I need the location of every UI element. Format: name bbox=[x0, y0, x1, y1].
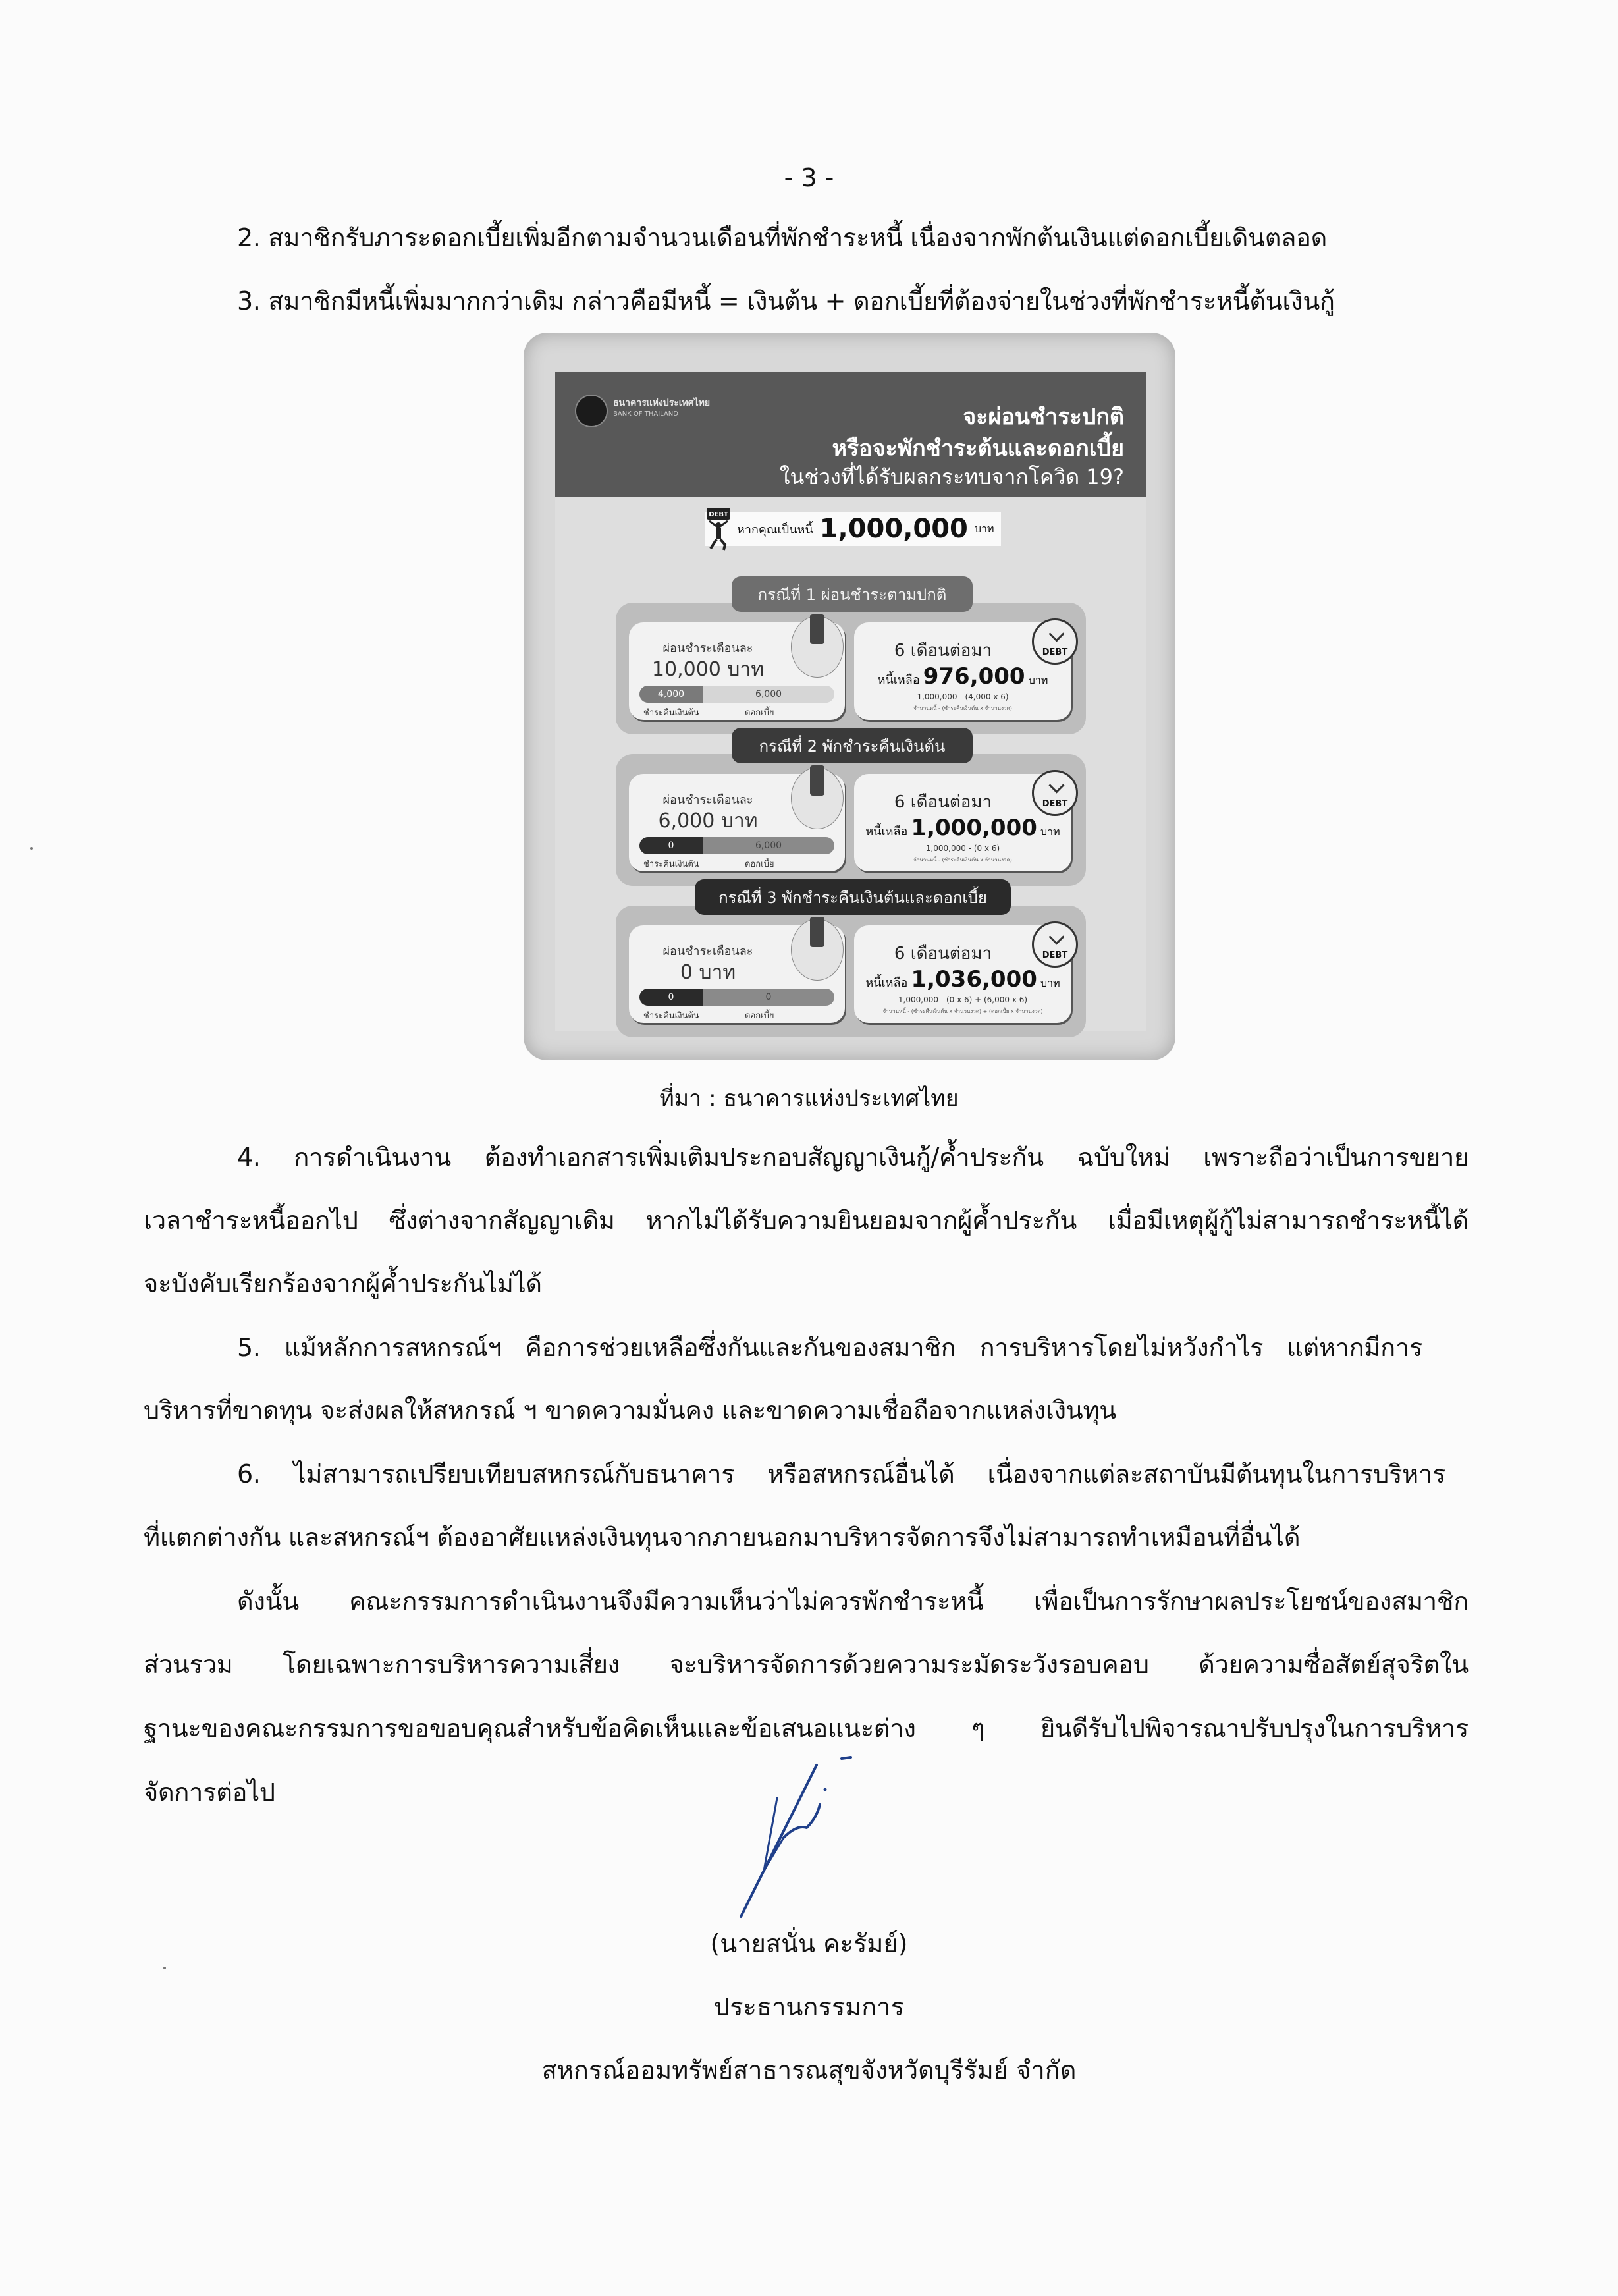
paragraph-item-4-line-1: 4. การดำเนินงาน ต้องทำเอกสารเพิ่มเติมประกอบสัญญาเงินกู้/ค้ำประกัน ฉบับใหม่ เพราะถือว่าเป็นการขยาย bbox=[237, 1143, 1469, 1172]
interest-label: ดอกเบี้ย bbox=[745, 708, 774, 718]
formula-note: จำนวนหนี้ - (ชำระคืนเงินต้น x จำนวนงวด) + (ดอกเบี้ย x จำนวนงวด) bbox=[882, 1008, 1043, 1014]
debt-burden-person-icon bbox=[705, 508, 732, 551]
case-3-banner: กรณีที่ 3 พักชำระคืนเงินต้นและดอกเบี้ย bbox=[695, 879, 1011, 915]
paragraph-item-4-line-2: เวลาชำระหนี้ออกไป ซึ่งต่างจากสัญญาเดิม หากไม่ได้รับความยินยอมจากผู้ค้ำประกัน เมื่อมีเหตุผู้กู้ไม่สามารถชำระหนี้ได้ bbox=[144, 1206, 1469, 1235]
monthly-amount: 10,000 บาท bbox=[651, 658, 765, 681]
infographic-header bbox=[555, 372, 1146, 497]
after-label: 6 เดือนต่อมา bbox=[894, 944, 992, 964]
debt-amount: 1,000,000 bbox=[819, 514, 968, 544]
principal-segment: 4,000 bbox=[639, 686, 703, 703]
hand-with-phone-icon bbox=[791, 919, 844, 981]
paragraph-item-6-line-2: ที่แตกต่างกัน และสหกรณ์ฯ ต้องอาศัยแหล่งเงินทุนจากภายนอกมาบริหารจัดการจึงไม่สามารถทำเหมือนที่อื่นได้ bbox=[144, 1523, 1301, 1552]
payment-split-bar bbox=[639, 686, 834, 703]
svg-text:DEBT: DEBT bbox=[709, 511, 728, 518]
remaining-debt: หนี้เหลือ 976,000 บาท bbox=[877, 663, 1048, 690]
debt-clock-icon: DEBT bbox=[1032, 921, 1078, 968]
formula: 1,000,000 - (0 x 6) bbox=[925, 844, 1000, 853]
infographic-title-line-1: จะผ่อนชำระปกติ bbox=[963, 404, 1124, 430]
conclusion-line-2: ส่วนรวม โดยเฉพาะการบริหารความเสี่ยง จะบริหารจัดการด้วยความระมัดระวังรอบคอบ ด้วยความซื่อสัตย์สุจริตใน bbox=[144, 1650, 1469, 1679]
case-3-panel bbox=[616, 888, 1086, 1037]
formula-note: จำนวนหนี้ - (ชำระคืนเงินต้น x จำนวนงวด) bbox=[913, 705, 1012, 711]
formula: 1,000,000 - (0 x 6) + (6,000 x 6) bbox=[898, 995, 1028, 1004]
bank-of-thailand-logo-icon bbox=[575, 395, 608, 427]
debt-amount-banner bbox=[705, 512, 1001, 546]
debt-clock-icon: DEBT bbox=[1032, 770, 1078, 816]
case-1-payment-card bbox=[629, 622, 845, 720]
monthly-amount: 6,000 บาท bbox=[658, 809, 758, 833]
case-1-banner: กรณีที่ 1 ผ่อนชำระตามปกติ bbox=[732, 576, 973, 612]
principal-label: ชำระคืนเงินต้น bbox=[643, 860, 699, 869]
case-2-panel bbox=[616, 736, 1086, 886]
monthly-label: ผ่อนชำระเดือนละ bbox=[662, 944, 753, 958]
monthly-amount: 0 บาท bbox=[680, 961, 736, 984]
org-name-en: BANK OF THAILAND bbox=[613, 410, 678, 418]
interest-label: ดอกเบี้ย bbox=[745, 1011, 774, 1021]
infographic-title-line-2: หรือจะพักชำระต้นและดอกเบี้ย bbox=[832, 435, 1124, 462]
scan-speck bbox=[30, 847, 33, 850]
conclusion-line-1: ดังนั้น คณะกรรมการดำเนินงานจึงมีความเห็นว่าไม่ควรพักชำระหนี้ เพื่อเป็นการรักษาผลประโยชน์ของสมาชิก bbox=[237, 1587, 1469, 1616]
paragraph-item-5-line-2: บริหารที่ขาดทุน จะส่งผลให้สหกรณ์ ฯ ขาดความมั่นคง และขาดความเชื่อถือจากแหล่งเงินทุน bbox=[144, 1396, 1116, 1425]
remaining-debt: หนี้เหลือ 1,036,000 บาท bbox=[865, 966, 1060, 993]
figure-caption: ที่มา : ธนาคารแห่งประเทศไทย bbox=[659, 1085, 959, 1112]
conclusion-line-3: ฐานะของคณะกรรมการขอขอบคุณสำหรับข้อคิดเห็นและข้อเสนอแนะต่าง ๆ ยินดีรับไปพิจารณาปรับปรุงในการบริหาร bbox=[144, 1714, 1469, 1743]
payment-split-bar bbox=[639, 989, 834, 1006]
case-2-payment-card bbox=[629, 774, 845, 871]
case-3-payment-card bbox=[629, 925, 845, 1023]
debt-currency: บาท bbox=[974, 522, 994, 535]
after-label: 6 เดือนต่อมา bbox=[894, 641, 992, 661]
conclusion-line-4: จัดการต่อไป bbox=[144, 1778, 275, 1807]
debt-prefix: หากคุณเป็นหนี้ bbox=[737, 522, 813, 537]
interest-segment: 6,000 bbox=[703, 686, 834, 703]
monthly-label: ผ่อนชำระเดือนละ bbox=[662, 642, 753, 655]
paragraph-item-2: 2. สมาชิกรับภาระดอกเบี้ยเพิ่มอีกตามจำนวนเดือนที่พักชำระหนี้ เนื่องจากพักต้นเงินแต่ดอกเบี้ยเดินตลอด bbox=[237, 223, 1327, 252]
paragraph-item-6-line-1: 6. ไม่สามารถเปรียบเทียบสหกรณ์กับธนาคาร หรือสหกรณ์อื่นได้ เนื่องจากแต่ละสถาบันมีต้นทุนในการบริหาร bbox=[237, 1460, 1445, 1489]
payment-split-bar bbox=[639, 837, 834, 854]
formula-note: จำนวนหนี้ - (ชำระคืนเงินต้น x จำนวนงวด) bbox=[913, 857, 1012, 863]
org-name-th: ธนาคารแห่งประเทศไทย bbox=[613, 398, 711, 408]
paragraph-item-4-line-3: จะบังคับเรียกร้องจากผู้ค้ำประกันไม่ได้ bbox=[144, 1269, 542, 1298]
interest-segment: 0 bbox=[703, 989, 834, 1006]
infographic-title-line-3: ในช่วงที่ได้รับผลกระทบจากโควิด 19? bbox=[779, 464, 1124, 489]
organization-name: สหกรณ์ออมทรัพย์สาธารณสุขจังหวัดบุรีรัมย์ จำกัด bbox=[541, 2056, 1077, 2085]
bot-infographic bbox=[524, 333, 1175, 1060]
case-1-panel bbox=[616, 585, 1086, 734]
principal-segment: 0 bbox=[639, 989, 703, 1006]
case-1-result-card bbox=[854, 622, 1071, 720]
formula: 1,000,000 - (4,000 x 6) bbox=[917, 692, 1009, 701]
case-3-result-card bbox=[854, 925, 1071, 1023]
remaining-debt: หนี้เหลือ 1,000,000 บาท bbox=[865, 815, 1060, 841]
page-number: - 3 - bbox=[784, 163, 834, 192]
principal-label: ชำระคืนเงินต้น bbox=[643, 1011, 699, 1021]
paragraph-item-3: 3. สมาชิกมีหนี้เพิ่มมากกว่าเดิม กล่าวคือมีหนี้ = เงินต้น + ดอกเบี้ยที่ต้องจ่ายในช่วงที่พักชำระหนี้ต้นเงินกู้ bbox=[237, 287, 1335, 315]
principal-label: ชำระคืนเงินต้น bbox=[643, 708, 699, 718]
debt-clock-icon: DEBT bbox=[1032, 618, 1078, 665]
interest-label: ดอกเบี้ย bbox=[745, 860, 774, 869]
case-2-banner: กรณีที่ 2 พักชำระคืนเงินต้น bbox=[732, 728, 973, 763]
interest-segment: 6,000 bbox=[703, 837, 834, 854]
hand-with-phone-icon bbox=[791, 616, 844, 678]
scan-speck bbox=[163, 1967, 166, 1969]
signatory-position: ประธานกรรมการ bbox=[713, 1992, 905, 2021]
paragraph-item-5-line-1: 5. แม้หลักการสหกรณ์ฯ คือการช่วยเหลือซึ่งกันและกันของสมาชิก การบริหารโดยไม่หวังกำไร แต่หากมีการ bbox=[237, 1333, 1422, 1362]
signatory-name: (นายสนั่น คะรัมย์) bbox=[710, 1929, 908, 1958]
hand-with-phone-icon bbox=[791, 767, 844, 829]
infographic-body bbox=[555, 372, 1146, 1031]
principal-segment: 0 bbox=[639, 837, 703, 854]
after-label: 6 เดือนต่อมา bbox=[894, 792, 992, 812]
monthly-label: ผ่อนชำระเดือนละ bbox=[662, 793, 753, 807]
case-2-result-card bbox=[854, 774, 1071, 871]
handwritten-signature-icon bbox=[691, 1739, 955, 1936]
